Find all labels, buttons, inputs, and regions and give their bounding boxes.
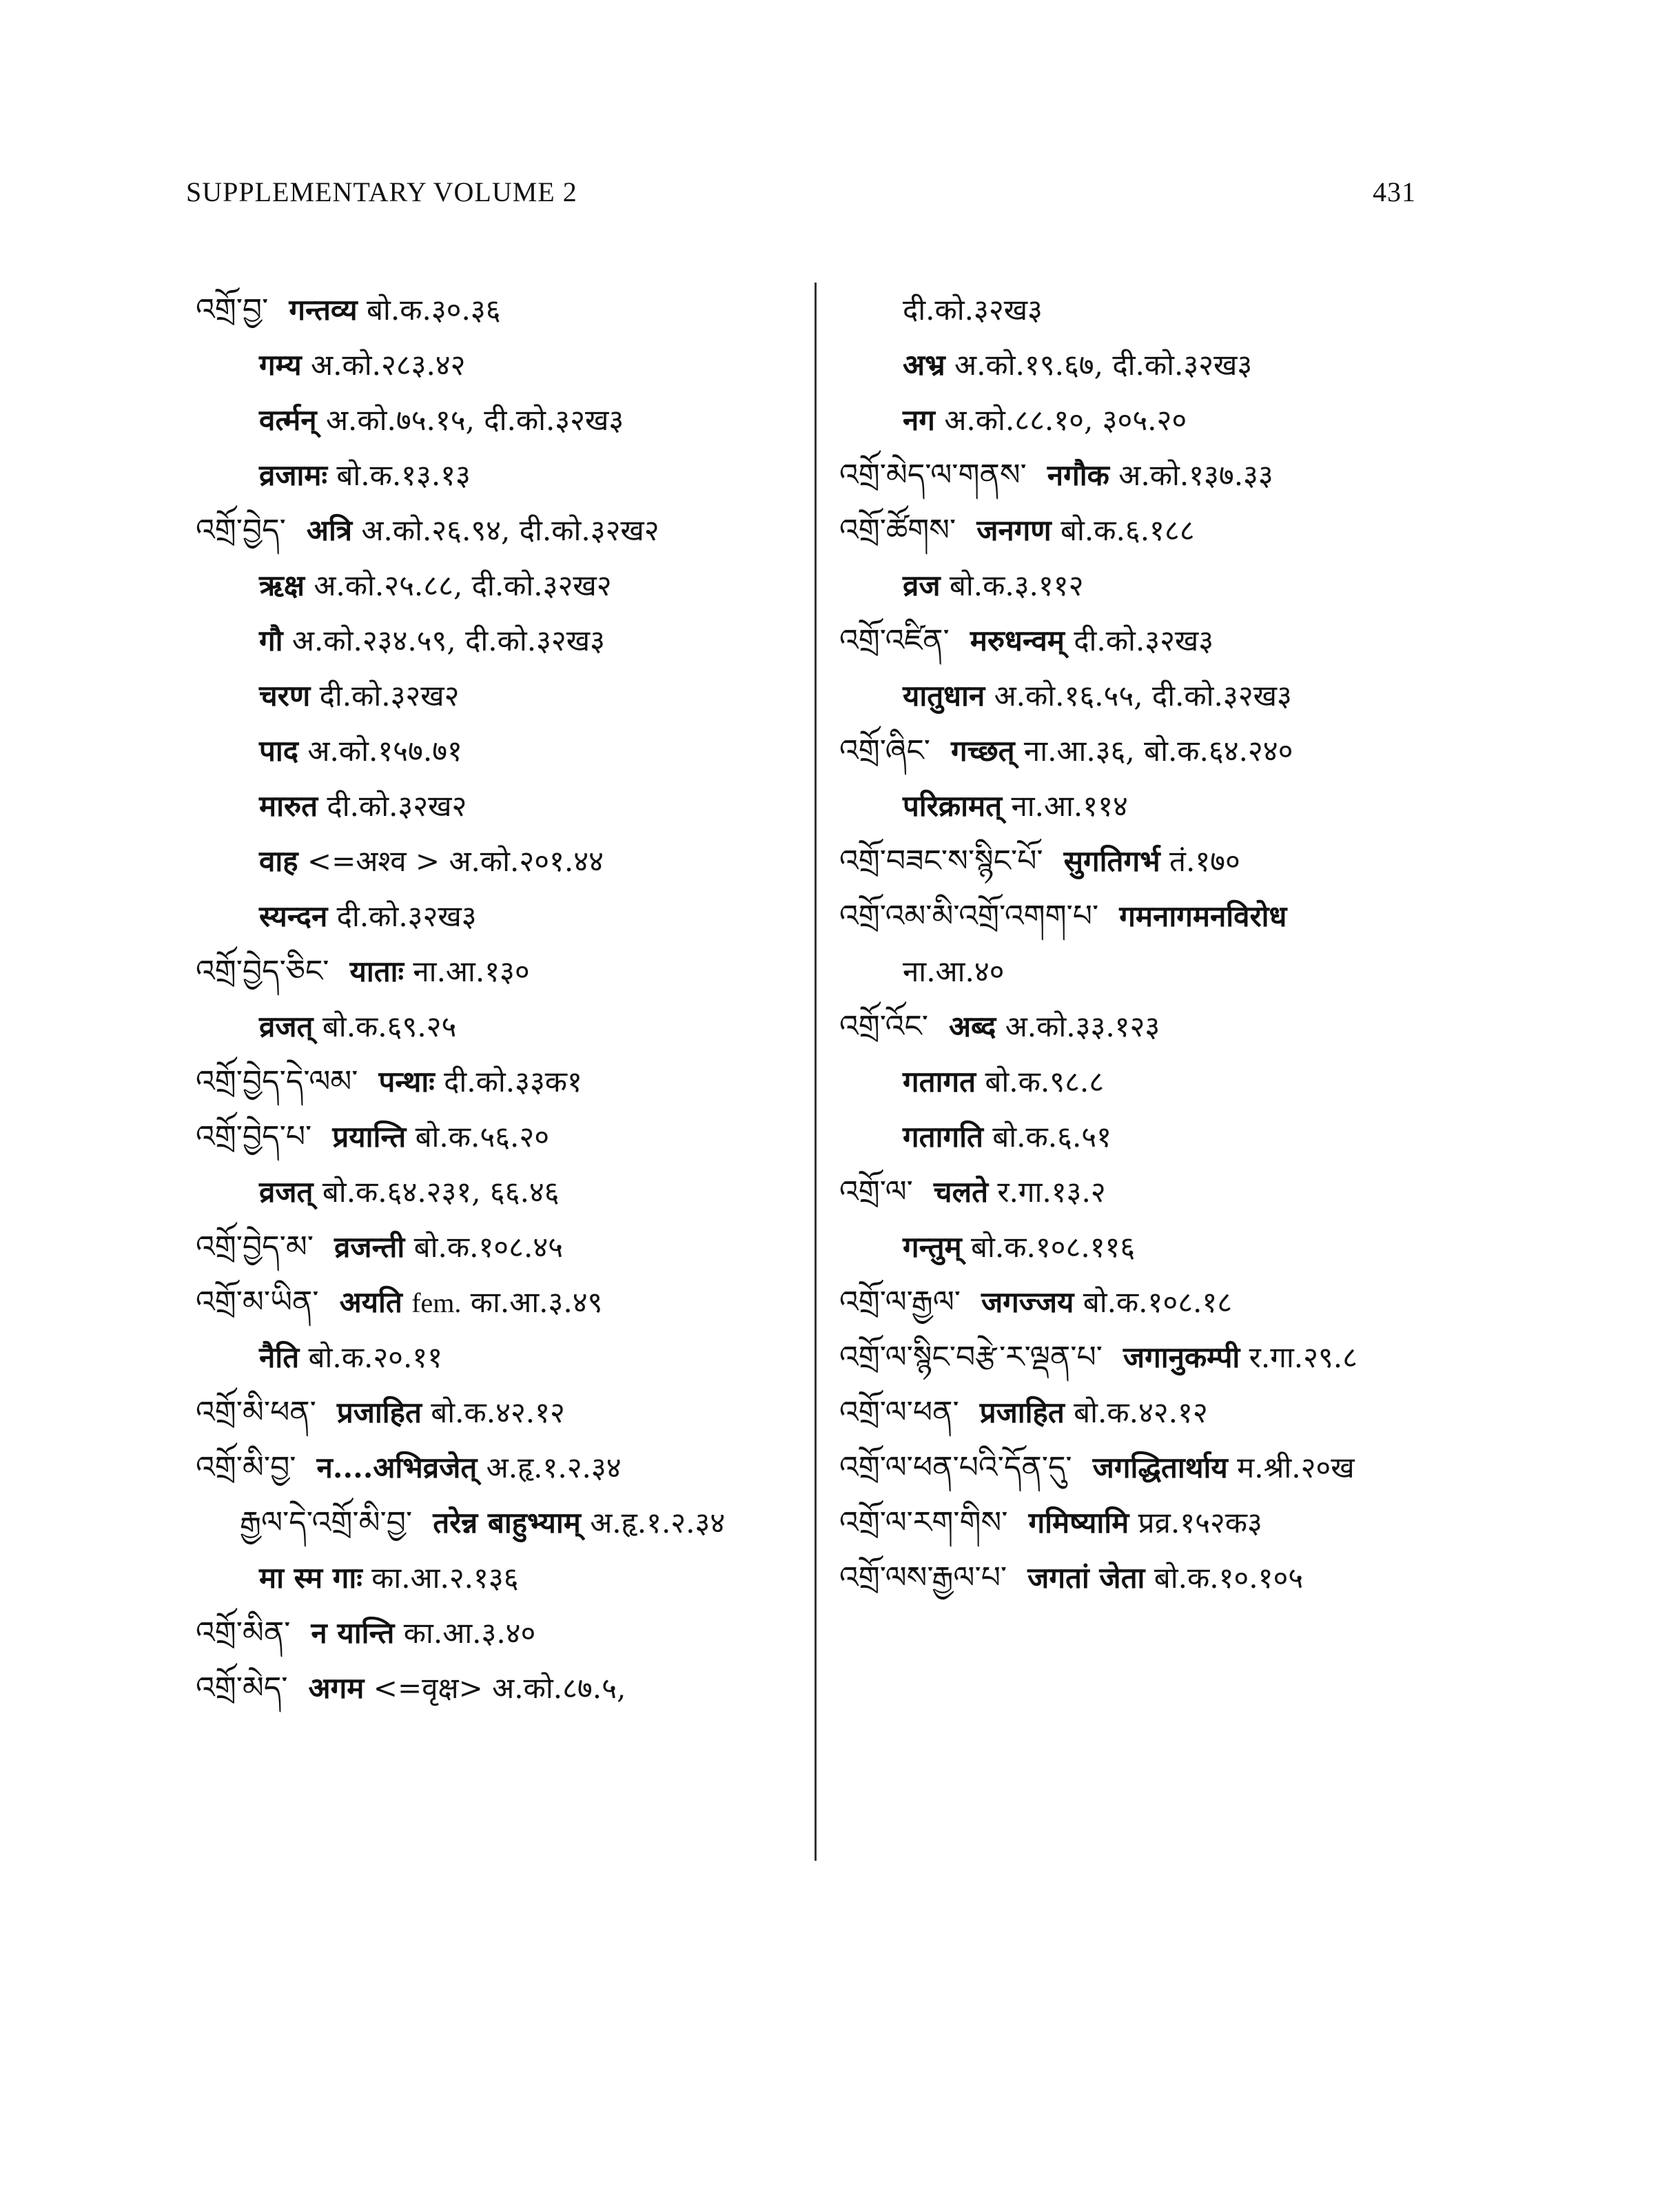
tibetan-headword: འགྲོ་མེད་ལ་གནས་	[839, 458, 1027, 493]
source-reference: का.आ.२.१३६	[371, 1561, 519, 1595]
source-reference: दी.को.३३क१	[444, 1065, 582, 1098]
sanskrit-equivalent: न....अभिव्रजेत्	[316, 1451, 478, 1484]
sanskrit-equivalent: मरुधन्वम्	[970, 624, 1065, 657]
sanskrit-equivalent: मारुत	[259, 789, 318, 823]
sanskrit-equivalent: व्रजत्	[259, 1010, 314, 1043]
entry-equivalent-line	[196, 1551, 801, 1606]
tibetan-headword: རྒྱལ་དེ་འགྲོ་མི་བྱ་	[240, 1505, 413, 1540]
entry-equivalent-line	[196, 558, 801, 613]
entry-headword-line	[196, 1110, 801, 1165]
sanskrit-equivalent: गमनागमनविरोध	[1119, 899, 1287, 933]
source-reference: अ.को.१३७.३३	[1118, 458, 1273, 492]
entry-headword-line	[839, 889, 1473, 944]
tibetan-headword: འགྲོ་ཚོགས་	[839, 513, 956, 548]
sanskrit-equivalent: चरण	[259, 679, 311, 713]
source-reference: बो.क.१०८.१८	[1083, 1285, 1233, 1319]
source-reference: र.गा.१३.२	[997, 1175, 1106, 1209]
source-reference: म.श्री.२०ख	[1237, 1451, 1355, 1484]
entry-equivalent-line	[196, 448, 801, 503]
sanskrit-equivalent: जगज्जय	[981, 1285, 1074, 1319]
tibetan-headword: འགྲོ་བྱེད་	[196, 513, 286, 548]
entry-equivalent-line	[196, 668, 801, 724]
entry-headword-line	[196, 1385, 801, 1440]
entry-headword-line	[196, 503, 801, 558]
source-reference: अ.को.२६.९४, दी.को.३२ख२	[361, 513, 659, 547]
sanskrit-equivalent: गतागत	[903, 1065, 976, 1098]
source-reference: दी.को.३२ख२	[327, 789, 467, 823]
source-reference: बो.क.१०८.४५	[413, 1230, 563, 1264]
sanskrit-equivalent: व्रजत्	[259, 1175, 314, 1209]
tibetan-headword: འགྲོ་ལ་སྙིང་བརྩེ་ར་ལྡན་པ་	[839, 1340, 1103, 1375]
sanskrit-equivalent: याताः	[349, 954, 404, 988]
source-reference: बो.क.४२.१२	[1074, 1396, 1208, 1429]
tibetan-headword: འགྲོ་ལ་རག་གིས་	[839, 1505, 1008, 1540]
entry-equivalent-line	[196, 393, 801, 448]
source-reference: ना.आ.३६, बो.क.६४.२४०	[1023, 734, 1293, 768]
source-reference: <=वृक्ष> अ.को.८७.५,	[373, 1671, 626, 1705]
tibetan-headword: འགྲོ་འཛིན་	[839, 623, 950, 658]
entry-equivalent-line	[839, 283, 1473, 338]
sanskrit-equivalent: नगौक	[1047, 458, 1109, 492]
entry-equivalent-line	[839, 1220, 1473, 1275]
source-reference: बो.क.३०.३६	[367, 293, 501, 327]
tibetan-headword: འགྲོ་མིན་	[196, 1615, 291, 1651]
sanskrit-equivalent: गौ	[259, 624, 283, 657]
sanskrit-equivalent: यातुधान	[903, 679, 985, 713]
entry-equivalent-line	[839, 1110, 1473, 1165]
source-reference: दी.को.३२ख३	[903, 293, 1043, 327]
sanskrit-equivalent: अब्द	[948, 1010, 996, 1043]
entry-headword-line	[839, 1385, 1473, 1440]
source-reference: दी.को.३२ख३	[336, 899, 477, 933]
source-reference: ना.आ.११४	[1011, 789, 1128, 823]
entry-equivalent-line	[196, 613, 801, 668]
entry-headword-line	[839, 1275, 1473, 1330]
tibetan-headword: འགྲོ་ལ་ཕན་པའི་དོན་དུ་	[839, 1450, 1072, 1485]
source-reference: बो.क.१०.१०५	[1154, 1561, 1304, 1595]
entry-headword-line	[839, 1495, 1473, 1551]
sanskrit-equivalent: ऋक्ष	[259, 569, 305, 602]
entry-headword-line	[196, 1054, 801, 1110]
entry-headword-line	[196, 944, 801, 999]
entry-headword-line	[839, 1440, 1473, 1495]
sanskrit-equivalent: जगतां जेता	[1027, 1561, 1145, 1595]
sanskrit-equivalent: जनगण	[976, 513, 1052, 547]
entry-headword-line	[839, 724, 1473, 779]
source-reference: बो.क.४२.१२	[431, 1396, 565, 1429]
entry-equivalent-line	[839, 393, 1473, 448]
grammar-note: fem.	[411, 1287, 462, 1318]
source-reference: <=अश्व > अ.को.२०१.४४	[307, 844, 604, 878]
tibetan-headword: འགྲོ་མེད་	[196, 1670, 288, 1706]
entry-equivalent-line	[196, 999, 801, 1054]
right-column	[839, 283, 1473, 1606]
entry-headword-line	[839, 503, 1473, 558]
source-reference: बो.क.६४.२३१, ६६.४६	[322, 1175, 560, 1209]
tibetan-headword: འགྲོ་བྱེད་པ་	[196, 1119, 312, 1154]
source-reference: अ.को.८८.१०, ३०५.२०	[944, 403, 1187, 437]
entry-headword-line	[839, 1330, 1473, 1385]
entry-headword-line	[839, 1551, 1473, 1606]
tibetan-headword: འགྲོ་འམ་མི་འགྲོ་འགག་པ་	[839, 899, 1099, 934]
entry-headword-line	[839, 448, 1473, 503]
sanskrit-equivalent: वाह	[259, 844, 298, 878]
sanskrit-equivalent: गम्य	[259, 348, 302, 382]
entry-equivalent-line	[839, 668, 1473, 724]
source-reference: अ.को.३३.१२३	[1005, 1010, 1160, 1043]
sanskrit-equivalent: गतागति	[903, 1120, 983, 1154]
source-reference: प्रव्र.१५२क३	[1138, 1506, 1262, 1540]
entry-equivalent-line	[196, 1165, 801, 1220]
entry-headword-line	[196, 1220, 801, 1275]
sanskrit-equivalent: गन्तुम्	[903, 1230, 962, 1264]
tibetan-headword: འགྲོ་འོང་	[839, 1009, 928, 1044]
sanskrit-equivalent: गमिष्यामि	[1028, 1506, 1129, 1540]
entry-equivalent-line	[196, 724, 801, 779]
source-reference: का.आ.३.४०	[403, 1616, 536, 1650]
sanskrit-equivalent: जगद्धितार्थाय	[1092, 1451, 1228, 1484]
entry-headword-line	[196, 1606, 801, 1661]
source-reference: बो.क.१०८.११६	[971, 1230, 1136, 1264]
sanskrit-equivalent: पाद	[259, 734, 299, 768]
tibetan-headword: འགྲོ་བྱེད་མ་	[196, 1229, 314, 1265]
entry-headword-line	[196, 1661, 801, 1716]
source-reference: अ.को.२८३.४२	[311, 348, 466, 382]
source-reference: अ.को.२३४.५९, दी.को.३२ख३	[291, 624, 605, 657]
sanskrit-equivalent: व्रज	[903, 569, 941, 602]
page-number: 431	[1373, 176, 1416, 207]
sanskrit-equivalent: गच्छत्	[951, 734, 1015, 768]
sanskrit-equivalent: अयति	[339, 1285, 402, 1319]
sanskrit-equivalent: प्रजाहित	[979, 1396, 1065, 1429]
sanskrit-equivalent: तरेन्न बाहुभ्याम्	[433, 1506, 581, 1540]
entry-headword-line	[839, 1165, 1473, 1220]
source-reference: बो.क.६.५१	[992, 1120, 1112, 1154]
sanskrit-equivalent: प्रजाहित	[336, 1396, 422, 1429]
source-reference: अ.को.१६.५५, दी.को.३२ख३	[994, 679, 1292, 713]
source-reference: बो.क.६.१८८	[1061, 513, 1195, 547]
left-column	[196, 283, 801, 1716]
sanskrit-equivalent: गन्तव्य	[289, 293, 358, 327]
entry-headword-line	[196, 1440, 801, 1495]
source-reference: ना.आ.१३०	[413, 954, 530, 988]
source-reference: अ.को.१९.६७, दी.को.३२ख३	[954, 348, 1253, 382]
source-reference: ना.आ.४०	[903, 954, 1005, 988]
source-reference: बो.क.५६.२०	[415, 1120, 550, 1154]
source-reference: दी.को.३२ख३	[1074, 624, 1214, 657]
sanskrit-equivalent: वर्त्मन्	[259, 403, 317, 437]
entry-headword-line	[196, 283, 801, 338]
source-reference: बो.क.९८.८	[985, 1065, 1105, 1098]
source-reference: बो.क.३.११२	[949, 569, 1084, 602]
entry-equivalent-line	[196, 338, 801, 393]
tibetan-headword: འགྲོ་ལ་ཕན་	[839, 1395, 959, 1430]
tibetan-headword: འགྲོ་མ་ཡིན་	[196, 1285, 319, 1320]
entry-equivalent-line	[196, 834, 801, 889]
sanskrit-equivalent: मा स्म गाः	[259, 1561, 362, 1595]
sanskrit-equivalent: सुगतिगर्भ	[1063, 844, 1160, 878]
tibetan-headword: འགྲོ་ལ་རྒྱལ་	[839, 1285, 961, 1320]
sanskrit-equivalent: अभ्र	[903, 348, 945, 382]
tibetan-headword: འགྲོ་བྱེད་དེ་ལམ་	[196, 1064, 358, 1099]
sanskrit-equivalent: पन्थाः	[378, 1065, 435, 1098]
running-header-title: SUPPLEMENTARY VOLUME 2	[186, 176, 577, 207]
source-reference: बो.क.२०.११	[308, 1340, 443, 1374]
tibetan-headword: འགྲོ་བྱ་	[196, 292, 269, 327]
sanskrit-equivalent: अत्रि	[306, 513, 353, 547]
tibetan-headword: འགྲོ་བཟང་ས་སྙིང་པོ་	[839, 844, 1043, 879]
source-reference: तं.१७०	[1169, 844, 1240, 878]
tibetan-headword: འགྲོ་བྱེད་ཅིང་	[196, 954, 329, 989]
tibetan-headword: འགྲོ་ལ་	[839, 1174, 913, 1209]
sanskrit-equivalent: चलते	[933, 1175, 989, 1209]
source-reference: अ.को.१५७.७१	[307, 734, 462, 768]
entry-equivalent-line	[839, 338, 1473, 393]
tibetan-headword: འགྲོ་མི་ཕན་	[196, 1395, 316, 1430]
entry-headword-line	[196, 1275, 801, 1330]
sanskrit-equivalent: न यान्ति	[311, 1616, 395, 1650]
entry-equivalent-line	[196, 779, 801, 834]
sanskrit-equivalent: स्यन्दन	[259, 899, 328, 933]
sanskrit-equivalent: व्रजन्ती	[334, 1230, 405, 1264]
source-reference: बो.क.१३.१३	[336, 458, 471, 492]
source-reference: र.गा.२९.८	[1249, 1340, 1358, 1374]
entry-equivalent-line	[839, 944, 1473, 999]
entry-equivalent-line	[196, 1330, 801, 1385]
tibetan-headword: འགྲོ་ཞིང་	[839, 733, 931, 768]
entry-equivalent-line	[196, 889, 801, 944]
entry-headword-line	[839, 613, 1473, 668]
tibetan-headword: འགྲོ་ལས་རྒྱལ་པ་	[839, 1560, 1007, 1595]
sanskrit-equivalent: प्रयान्ति	[332, 1120, 407, 1154]
sanskrit-equivalent: अगम	[308, 1671, 365, 1705]
entry-equivalent-line	[839, 1054, 1473, 1110]
entry-equivalent-line	[839, 779, 1473, 834]
source-reference: अ.को.२५.८८, दी.को.३२ख२	[314, 569, 612, 602]
source-reference: अ.को.७५.१५, दी.को.३२ख३	[325, 403, 624, 437]
entry-headword-line	[839, 999, 1473, 1054]
entry-equivalent-line	[196, 1495, 801, 1551]
sanskrit-equivalent: नैति	[259, 1340, 300, 1374]
source-reference: का.आ.३.४९	[470, 1285, 603, 1319]
entry-equivalent-line	[839, 558, 1473, 613]
sanskrit-equivalent: व्रजामः	[259, 458, 327, 492]
column-divider	[815, 283, 817, 1861]
sanskrit-equivalent: परिक्रामत्	[903, 789, 1003, 823]
source-reference: अ.हृ.१.२.३४	[590, 1506, 726, 1540]
entry-headword-line	[839, 834, 1473, 889]
sanskrit-equivalent: जगानुकम्पी	[1123, 1340, 1240, 1374]
source-reference: बो.क.६९.२५	[322, 1010, 457, 1043]
source-reference: अ.हृ.१.२.३४	[486, 1451, 622, 1484]
source-reference: दी.को.३२ख२	[319, 679, 460, 713]
sanskrit-equivalent: नग	[903, 403, 935, 437]
tibetan-headword: འགྲོ་མི་བྱ་	[196, 1450, 296, 1485]
